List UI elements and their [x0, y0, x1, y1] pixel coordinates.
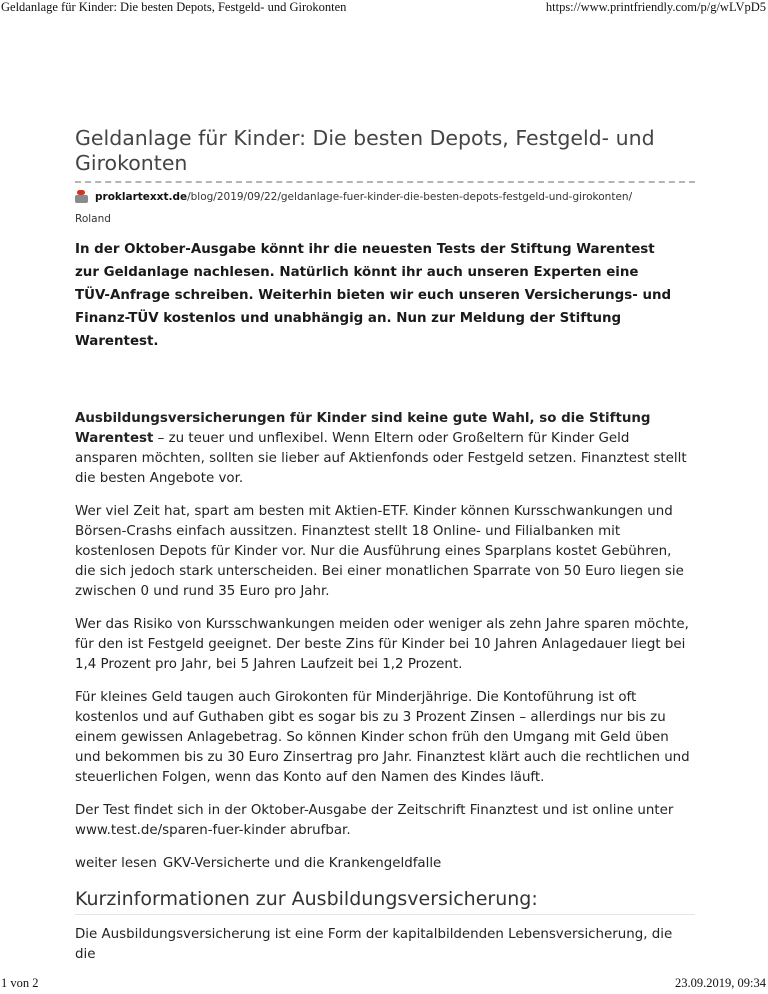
source-path[interactable]: /blog/2019/09/22/geldanlage-fuer-kinder-die-besten-depots-festgeld-und-girokonten/	[187, 191, 633, 203]
print-page-url[interactable]: https://www.printfriendly.com/p/g/wLVpD5	[545, 0, 766, 14]
article-title: Geldanlage für Kinder: Die besten Depots, Festgeld- und Girokonten	[75, 126, 655, 175]
paragraph-1-bold: Ausbildungsversicherungen für Kinder sind keine gute Wahl, so die Stiftung Warentest	[75, 411, 651, 446]
read-more-link[interactable]: GKV-Versicherte und die Krankengeldfalle	[162, 856, 442, 871]
paragraph-3: Wer das Risiko von Kursschwankungen meiden oder weniger als zehn Jahre sparen möchte, für den ist Festgeld geeignet. Der beste Zins für Kinder bei 10 Jahren Anlagedauer liegt bei 1,4 Prozent pro Jahr, bei 5 Jahren Laufzeit bei 1,2 Prozent.	[75, 617, 689, 672]
print-footer	[0, 976, 768, 992]
paragraph-1	[75, 409, 695, 489]
print-timestamp: 23.09.2019, 09:34	[675, 976, 766, 990]
section-heading: Kurzinformationen zur Ausbildungsversicherung:	[75, 887, 695, 915]
read-more-label: weiter lesen	[75, 856, 157, 871]
print-header	[0, 0, 768, 16]
lead-paragraph: In der Oktober-Ausgabe könnt ihr die neuesten Tests der Stiftung Warentest zur Geldanlage nachlesen. Natürlich könnt ihr auch unseren Experten eine TÜV-Anfrage schreiben. Weiterhin bieten wir euch unseren Versicherungs- und Finanz-TÜV kostenlos und unabhängig an. Nun zur Meldung der Stiftung Warentest.	[75, 242, 672, 349]
source-line	[75, 189, 695, 205]
paragraph-1-text: – zu teuer und unflexibel. Wenn Eltern oder Großeltern für Kinder Geld ansparen möchten, sollten sie lieber auf Aktienfonds oder Festgeld setzen. Finanztest stellt die besten Angebote vor.	[75, 431, 687, 486]
print-page-title: Geldanlage für Kinder: Die besten Depots, Festgeld- und Girokonten	[1, 0, 347, 14]
site-favicon-icon	[75, 190, 89, 204]
page-counter: 1 von 2	[1, 976, 39, 990]
author-name: Roland	[75, 213, 111, 225]
paragraph-4: Für kleines Geld taugen auch Girokonten für Minderjährige. Die Kontoführung ist oft kostenlos und auf Guthaben gibt es sogar bis zu 3 Prozent Zinsen – allerdings nur bis zu einem gewissen Anlagebetrag. So können Kinder schon früh den Umgang mit Geld üben und bekommen bis zu 30 Euro Zinsertrag pro Jahr. Finanztest klärt auch die rechtlichen und steuerlichen Folgen, wenn das Konto auf den Namen des Kindes läuft.	[75, 690, 690, 785]
paragraph-5: Der Test findet sich in der Oktober-Ausgabe der Zeitschrift Finanztest und ist online unter www.test.de/sparen-fuer-kinder abrufbar.	[75, 803, 674, 838]
paragraph-6: Die Ausbildungsversicherung ist eine Form der kapitalbildenden Lebensversicherung, die die	[75, 927, 673, 962]
source-domain[interactable]: proklartexxt.de	[95, 191, 188, 203]
title-divider	[75, 181, 695, 183]
read-more	[75, 854, 695, 874]
paragraph-2: Wer viel Zeit hat, spart am besten mit Aktien-ETF. Kinder können Kursschwankungen und Börsen-Crashs einfach aussitzen. Finanztest stellt 18 Online- und Filialbanken mit kostenlosen Depots für Kinder vor. Nur die Ausführung eines Sparplans kostet Gebühren, die sich jedoch stark unterscheiden. Bei einer monatlichen Sparrate von 50 Euro liegen sie zwischen 0 und rund 35 Euro pro Jahr.	[75, 504, 684, 599]
article	[75, 126, 695, 978]
source-link[interactable]	[95, 189, 632, 205]
